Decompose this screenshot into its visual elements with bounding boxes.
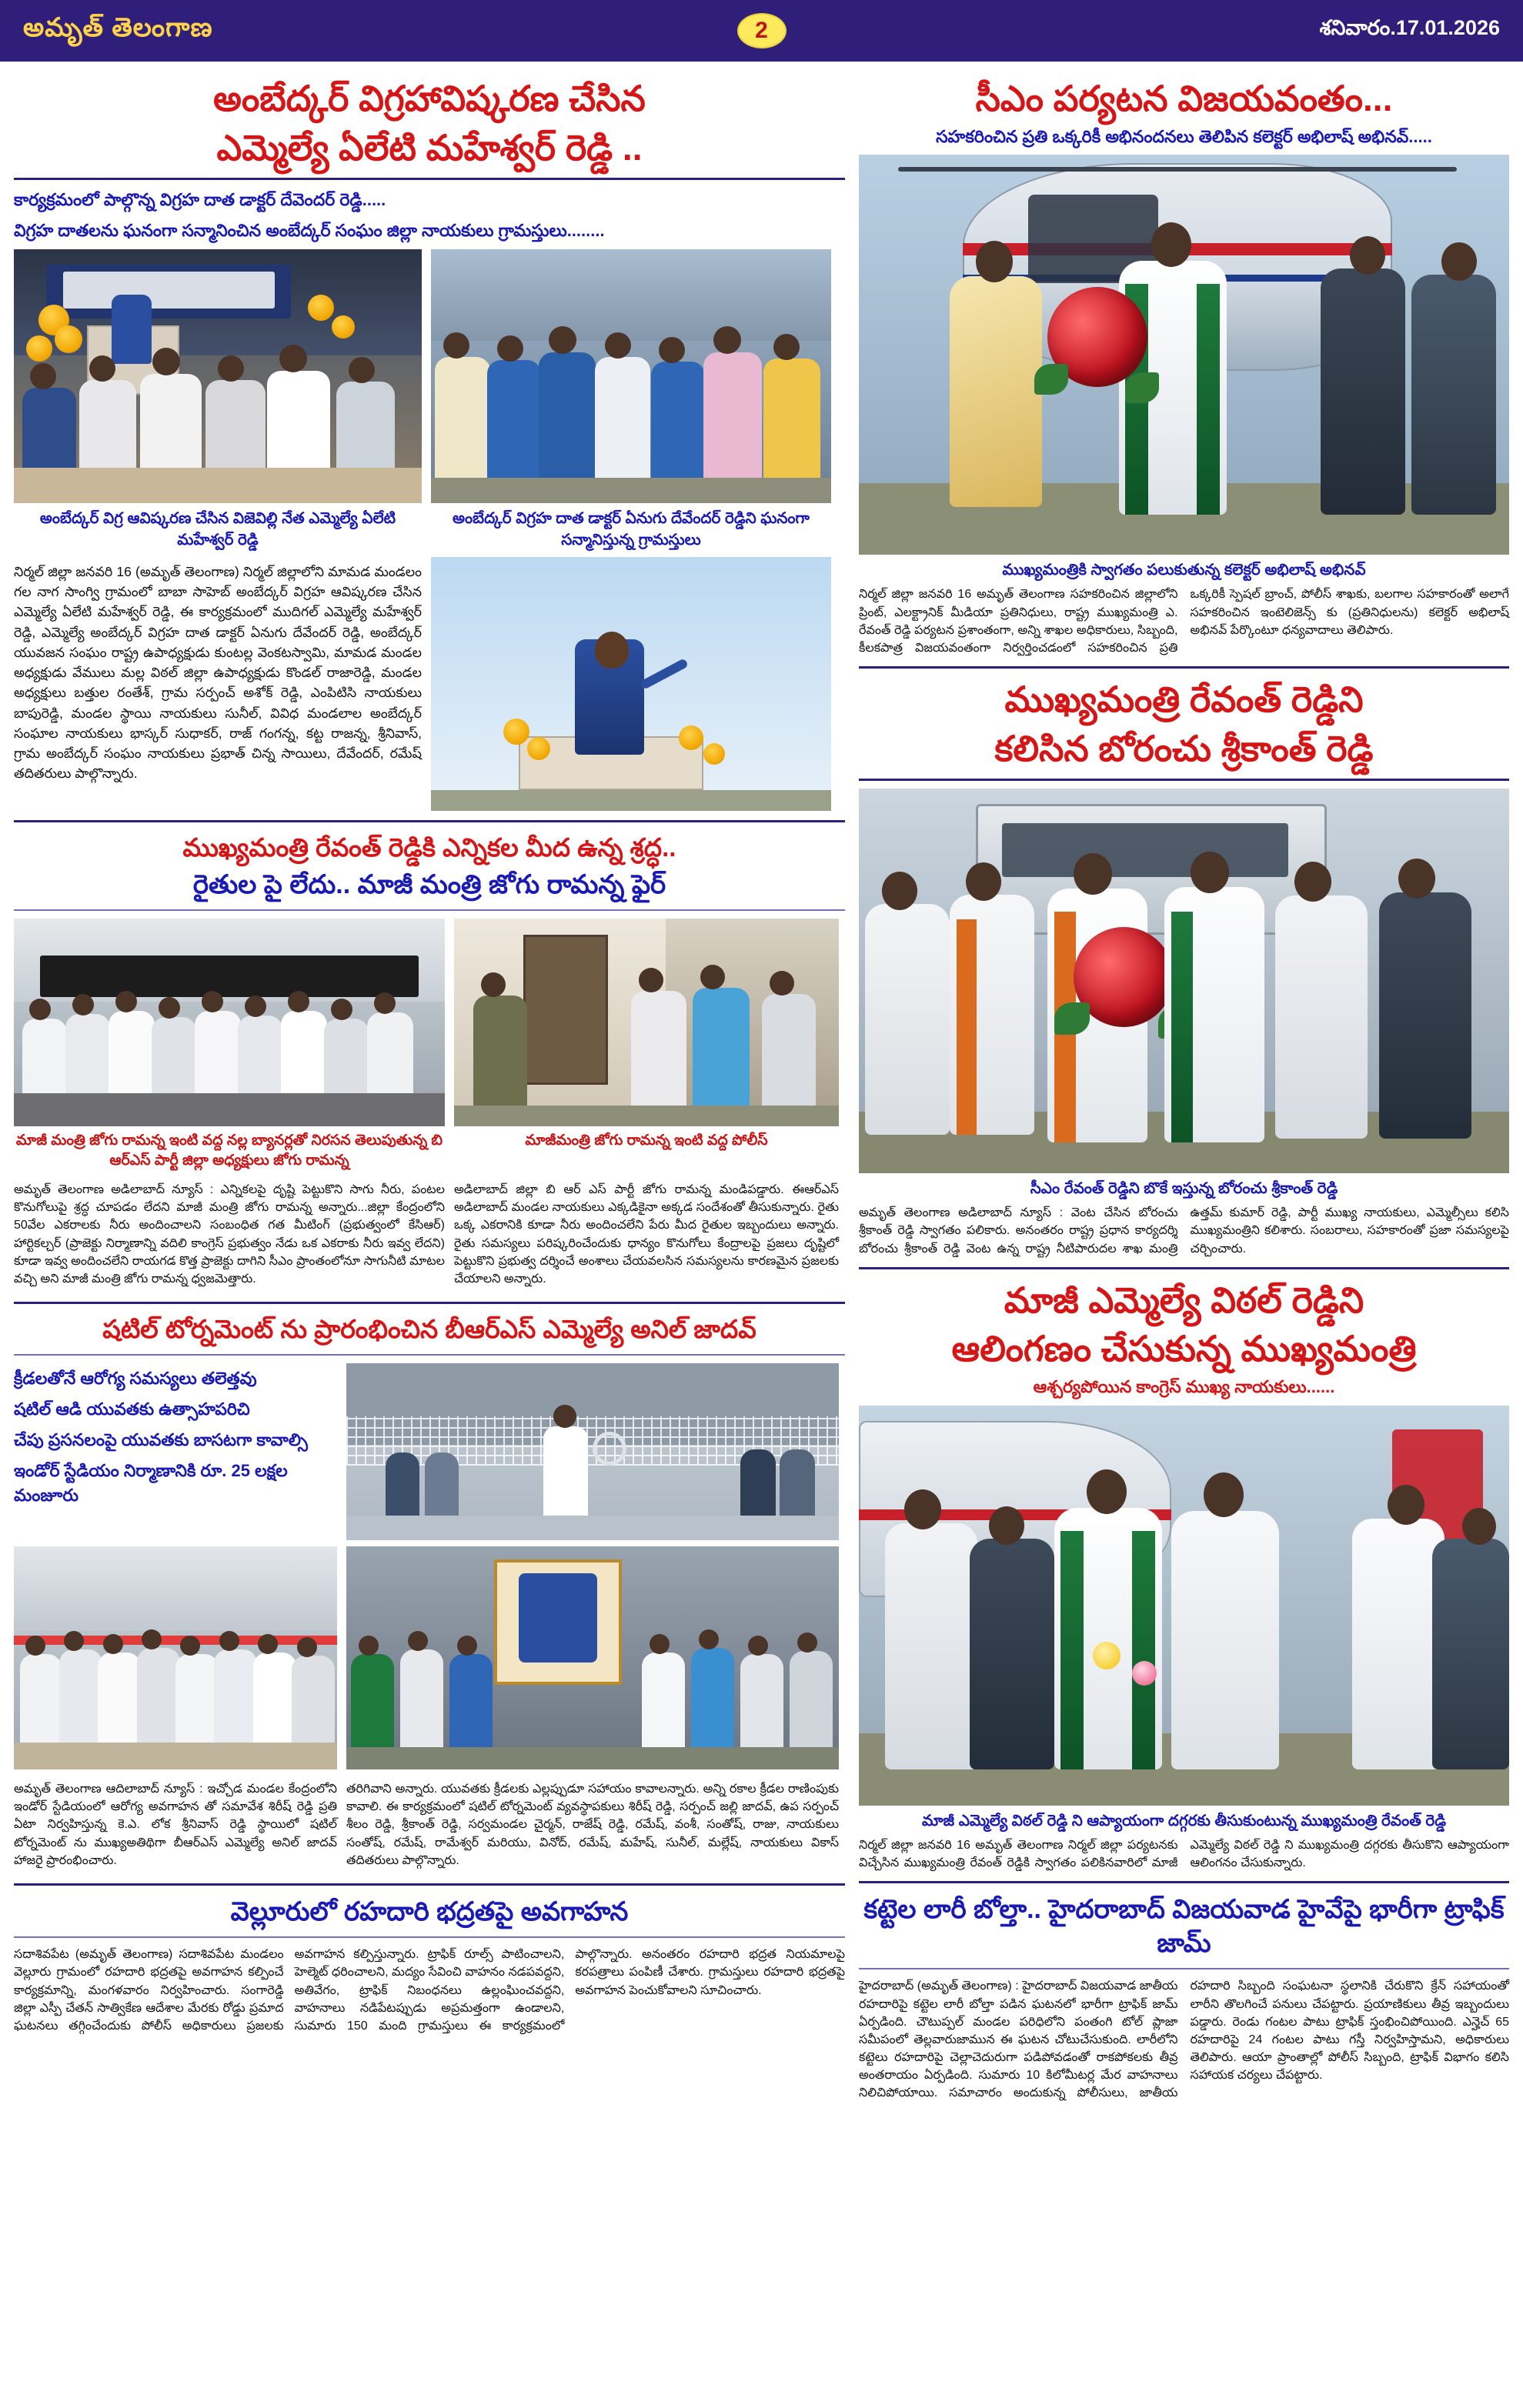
story2-photo-cm-welcome [859,155,1509,555]
story6-caption: మాజీ ఎమ్మెల్యే విఠల్ రెడ్డి ని ఆప్యాయంగా దగ్గరకు తీసుకుంటున్న ముఖ్యమంత్రి రేవంత్ రెడ్డి [921,1812,1447,1829]
story5-sub-3: చేపు ప్రసనలంపై యువతకు బాసటగా కావాల్సి [14,1429,308,1449]
story5-photo-ribbon-cutting [14,1546,337,1769]
page-number-badge: 2 [737,13,787,48]
story5-sub-4: ఇండోర్ స్టేడియం నిర్మాణానికి రూ. 25 లక్షల మంజూరు [14,1460,288,1505]
story2-caption: ముఖ్యమంత్రికి స్వాగతం పలుకుతున్న కలెక్టర్ అభిలాష్ అభినవ్ [1002,562,1366,579]
right-column [859,72,1509,2107]
story4-headline-line2: రైతుల పై లేదు.. మాజీ మంత్రి జోగు రామన్న ఫైర్ [192,869,666,899]
story-jogu-ramanna [14,832,845,1292]
story7-headline: వెల్లూరులో రహదారి భద్రతపై అవగాహన [230,1897,629,1926]
story6-headline-line1: మాజీ ఎమ్మెల్యే విఠల్ రెడ్డిని [1004,1279,1364,1320]
story1-headline-line2: ఎమ్మెల్యే ఏలేటి మహేశ్వర్ రెడ్డి .. [216,127,643,168]
story6-headline-line2: ఆలింగణం చేసుకున్న ముఖ్యమంత్రి [951,1329,1417,1369]
story3-body: అమృత్ తెలంగాణ అడిలాబాద్ న్యూస్ : వెంట చేసిన బోరంచు శ్రీకాంత్ రెడ్డి స్వాగతం పలికారు. అనంతరం రాష్ట్ర ప్రధాన కార్యదర్శి బోరంచు శ్రీకాంత్ రెడ్డి వెంట ఉన్న రాష్ట్ర నీటిపారుదల శాఖ మంత్రి ఉత్తమ్ కుమార్ రెడ్డి, పార్టీ ముఖ్య నాయకులు, ఎమ్మెల్సీలు కలిసి ముఖ్యమంత్రిని కలిశారు. సంబరాలు, సహకారంతో ప్రజా సమస్యలపై చర్చించారు. [859,1206,1509,1256]
story4-photo-protest [14,919,445,1126]
story5-photo-badminton [346,1363,839,1540]
story1-photo-felicitation [431,249,831,503]
story5-sub-1: క్రీడలతోనే ఆరోగ్య సమస్యలు తలెత్తవు [14,1369,257,1389]
story4-body-col2: అడిలాబాద్ జిల్లా బి ఆర్ ఎస్ పార్టీ జోగు రామన్న మండిపడ్డారు. ఈఆర్ఎస్ అడిలాబాద్ మండల నాయకులు ఎక్కడికైనా అక్కడ సందేశంతో తీసుకున్నారు. రైతు ఒక్క ఎకరానికి కూడా నీరు అందించలేని పేరు మీద రైతుల ఇబ్బందులు అన్నారు. రైతు సమస్యలు పరిష్కరించేందుకు ధాన్యం కొనుగోలు కేంద్రాలపై ప్రజలు దృష్టిలో పెట్టుకొని ప్రభుత్వ దర్శించే అంశాలు చేయవలసిన సమస్యలను కారణమైన ప్రజలకు చేయాలని అన్నారు. [454,1183,839,1286]
page-body [0,62,1523,2107]
masthead [0,0,1523,62]
story6-photo-hug [859,1406,1509,1806]
story7-body: సదాశివపేట (అమృత్ తెలంగాణ) సదాశివపేట మండలం వెల్లూరు గ్రామంలో రహదారి భద్రతపై అవగాహన కల్పించే కార్యక్రమాన్ని, మంగళవారం నిర్వహించారు. సంగారెడ్డి జిల్లా ఎస్పీ చేతన్ సాత్వికేణ ఆదేశాల మేరకు రోడ్డు ప్రమాద ఘటనలు తగ్గించేందుకు పోలీస్ అధికారులు ప్రజలకు అవగాహన కల్పిస్తున్నారు. ట్రాఫిక్ రూల్స్ పాటించాలని, హెల్మెట్ ధరించాలని, మద్యం సేవించి వాహనం నడపవద్దని, అతివేగం, ట్రాఫిక్ నిబంధనలు ఉల్లంఘించవద్దని, వాహనాలు నడిపేటప్పుడు అప్రమత్తంగా ఉండాలని, సుమారు 150 మంది గ్రామస్తులు ఈ కార్యక్రమంలో పాల్గొన్నారు. అనంతరం రహదారి భద్రత నియమాలపై కరపత్రాలు పంపిణీ చేశారు. గ్రామస్తులు రహదారి భద్రతపై అవగాహన పెంచుకోవాలని సూచించారు. [14,1948,845,2033]
story1-caption-1: అంబేద్కర్ విగ్ర ఆవిష్కరణ చేసిన విజెవిల్లి నేత ఎమ్మెల్యే ఏలేటి మహేశ్వర్ రెడ్డి [39,509,396,549]
story5-body-col2: తరిగివాని అన్నారు. యువతకు క్రీడలకు ఎల్లప్పుడూ సహాయం కావాలన్నారు. అన్ని రకాల క్రీడల రాణింపుకు కావాలి. ఈ కార్యక్రమంలో షటిల్ టోర్నమెంట్ వ్యవస్థాపకులు శిరీష్ రెడ్డి, సర్పంచ్ జల్లి జాదవ్, ఉప సర్పంచ్ శీలం రెడ్డి, శ్రీకాంత్ రెడ్డి, సర్వమండల చైర్మన్, రాజేష్ రెడ్డి, రమేష్, వంశీ, సంతోష్, రాజు, నాయకులు సంతోష్, రమేష్, రామేశ్వర్ మరియు, వినోద్, రమేష్, మహేష్, సునీల్, మల్లేష్, నాయకులు వికాస్ తదితరులు పాల్గొన్నారు. [346,1783,839,1867]
story4-body-col1: అమృత్ తెలంగాణ అడిలాబాద్ న్యూస్ : ఎన్నికలపై దృష్టి పెట్టుకొని సాగు నీరు, పంటల కొనుగోలుపై శ్రద్ధ చూపడం లేదని మాజీ మంత్రి జోగు రామన్న అన్నారు...జిల్లా కేంద్రంలోని 50వేల ఎకరాలకు నీరు అందించాలని సంబంధిత గత మీటింగ్ (ప్రభుత్వంలో కేసిఆర్) హార్టికల్చర్ (ప్రాజెక్టు నిర్మాణాన్ని వదిలి కాంగ్రెస్ ప్రభుత్వం నేడు ఒక ఎకరాకు నీరు ఇవ్వ లేదని) కూడా ఇవ్వ అందించలేని రాయగడ కొత్త ప్రాజెక్టు దాగిని సీఎం ప్రాంతంలోనూ సాగునీటి మాటల వచ్చి అని మాజీ మంత్రి జోగు రామన్న ధ్వజమెత్తారు. [14,1183,445,1286]
story4-caption-1: మాజీ మంత్రి జోగు రామన్న ఇంటి వద్ద నల్ల బ్యానర్లతో నిరసన తెలుపుతున్న బి ఆర్ఎస్ పార్టీ జిల్లా అధ్యక్షులు జోగు రామన్న [15,1132,443,1169]
story5-headline: షటిల్ టోర్నమెంట్ ను ప్రారంభించిన బీఆర్ఎస్ ఎమ్మెల్యే అనిల్ జాదవ్ [102,1315,756,1344]
left-column [14,72,845,2107]
story6-body: నిర్మల్ జిల్లా జనవరి 16 అమృత్ తెలంగాణ నిర్మల్ జిల్లా పర్యటనకు విచ్చేసిన ముఖ్యమంత్రి రేవంత్ రెడ్డికి స్వాగతం పలికినవారిలో మాజీ ఎమ్మెల్యే విఠల్ రెడ్డి ని ముఖ్యమంత్రి దగ్గరకు తీసుకొని ఆప్యాయంగా ఆలింగనం చేసుకున్నారు. [859,1838,1509,1869]
story-srikanth-reddy-meets-cm [859,678,1509,1258]
story2-subhead: సహకరించిన ప్రతి ఒక్కరికీ అభినందనలు తెలిపిన కలెక్టర్ అభిలాష్ అభినవ్..... [936,126,1432,146]
story8-headline: కట్టెల లారీ బోల్తా.. హైదరాబాద్ విజయవాడ హైవేపై భారీగా ట్రాఫిక్ జామ్ [863,1894,1505,1959]
story1-body: నిర్మల్ జిల్లా జనవరి 16 (అమృత్ తెలంగాణ) నిర్మల్ జిల్లాలోని మామడ మండలం గల నాగ సాంగ్వి గ్రామంలో బాబా సాహెబ్ అంబేద్కర్ విగ్రహ ఆవిష్కరణ చేసిన ఎమ్మెల్యే ఏలేటి మహేశ్వర్ రెడ్డి, ఈ కార్యక్రమంలో ముదిగల్ ఎమ్మెల్యే మహేశ్వర్ రెడ్డి, ఎమ్మెల్యే అంబేద్కర్ విగ్రహ దాత డాక్టర్ ఏనుగు దేవేందర్ రెడ్డి, అంబేద్కర్ యువజన సంఘం రాష్ట్ర ఉపాధ్యక్షుడు కుంటల్ల వెంకటస్వామి, మామడ మండల అధ్యక్షుడు వేములు మల్ల విఠల్ జిల్లా ఉపాధ్యక్షుడు కొండల్ రాజారెడ్డి, మండల అధ్యక్షులు బత్తుల రంతేశ్, గ్రామ సర్పంచ్ అశోక్ రెడ్డి, ఎంపిటిసి నాయకులు బాపురెడ్డి, మండల స్థాయి నాయకులు సునీల్, వివిధ మండలాల అంబేద్కర్ సంఘాల నాయకులు భాస్కర్ సుధాకర్, రాజ్ గంగన్న, కట్ట రాజన్న, శ్రీనివాస్, గ్రామ అంబేద్కర్ సంఘం నాయకులు ప్రభాత్ చిన్న సాయిలు, దేవేందర్, రమేష్ తదితరులు పాల్గొన్నారు. [14,563,422,782]
story1-headline-line1: అంబేద్కర్ విగ్రహావిష్కరణ చేసిన [213,78,646,118]
story1-photo-statue-closeup [431,557,831,811]
story1-subhead-2: విగ్రహ దాతలను ఘనంగా సన్మానించిన అంబేద్కర్ సంఘం జిల్లా నాయకులు గ్రామస్తులు........ [14,220,605,240]
story3-photo-bouquet [859,789,1509,1173]
masthead-date: శనివారం.17.01.2026 [1319,16,1500,39]
story-cm-tour-success [859,77,1509,657]
story6-subhead: ఆశ్చర్యపోయిన కాంగ్రెస్ ముఖ్య నాయకులు...... [1033,1376,1335,1396]
story8-body: హైదరాబాద్ (అమృత్ తెలంగాణ) : హైదరాబాద్ విజయవాడ జాతీయ రహదారిపై కట్టెల లారీ బోల్తా పడిన ఘటనలో భారీగా ట్రాఫిక్ జామ్ ఏర్పడింది. చౌటుప్పల్ మండల పరిధిలోని పంతంగి టోల్ ప్లాజా సమీపంలో తెల్లవారుజామున ఈ ఘటన చోటుచేసుకుంది. లారీలోని కట్టెలు రహదారిపై చెల్లాచెదురుగా పడిపోవడంతో రాకపోకలకు తీవ్ర అంతరాయం ఏర్పడింది. సుమారు 10 కిలోమీటర్ల మేర వాహనాలు నిలిచిపోయాయి. సమాచారం అందుకున్న పోలీసులు, జాతీయ రహదారి సిబ్బంది సంఘటనా స్థలానికి చేరుకొని క్రేన్ సహాయంతో లారీని తొలగించే పనులు చేపట్టారు. ప్రయాణికులు తీవ్ర ఇబ్బందులు పడ్డారు. రెండు గంటల పాటు ట్రాఫిక్ స్తంభించిపోయింది. ఎన్హెచ్ 65 రహదారిపై 24 గంటల పాటు గస్తీ నిర్వహిస్తామని, అధికారులు తెలిపారు. ఆయా ప్రాంతాల్లో పోలీస్ సిబ్బంది, ట్రాఫిక్ విభాగం కలిసి సహాయక చర్యలు చేపట్టారు. [859,1979,1509,2100]
story3-caption: సీఎం రేవంత్ రెడ్డిని బొకే ఇస్తున్న బోరంచు శ్రీకాంత్ రెడ్డి [1030,1180,1338,1198]
story-shuttle-tournament [14,1313,845,1874]
story2-headline: సీఎం పర్యటన విజయవంతం... [975,78,1393,118]
story3-headline-line2: కలిసిన బోరంచు శ్రీకాంత్ రెడ్డి [994,728,1374,769]
story3-headline-line1: ముఖ్యమంత్రి రేవంత్ రెడ్డిని [1004,679,1364,720]
story4-caption-2: మాజీమంత్రి జోగు రామన్న ఇంటి వద్ద పోలీస్ [525,1132,768,1149]
story2-body: నిర్మల్ జిల్లా జనవరి 16 అమృత్ తెలంగాణ సహకరించిన జిల్లాలోని ప్రింట్, ఎలక్ట్రానిక్ మీడియా ప్రతినిధులు, రాష్ట్ర ముఖ్యమంత్రి ఎ. రేవంత్ రెడ్డి పర్యటన ప్రశాంతంగా, అన్ని శాఖల అధికారులు, సిబ్బంది, కీలకపాత్ర విజయవంతంగా నిర్వర్తించడంలో సహకరించిన ప్రతి ఒక్కరికీ స్పెషల్ బ్రాంచ్, పోలీస్ శాఖకు, బలగాల సహకారంతో అలాగే సహకరించిన ఇంటెలిజెన్స్ కు (ప్రతినిధులను) కలెక్టర్ అభిలాష్ అభినవ్ పేర్కొంటూ ధన్యవాదాలు తెలిపారు. [859,588,1509,655]
story5-body-col1: అమృత్ తెలంగాణ ఆదిలాబాద్ న్యూస్ : ఇచ్చోడ మండల కేంద్రంలోని ఇండోర్ స్టేడియంలో ఆరోగ్య అవగాహన తో సమావేశ శిరీష్ రెడ్డి ప్రతి ఏటా నిర్వహిస్తున్న కె.ఎ. లోక శ్రీనివాస్ రెడ్డి స్థాయిలో షటిల్ టోర్నమెంట్ ను ముఖ్యఅతిథిగా బీఆర్ఎస్ ఎమ్మెల్యే అనిల్ జాదవ్ హాజరై ప్రారంభించారు. [14,1783,337,1867]
masthead-brand: అమృత్ తెలంగాణ [23,12,213,42]
story4-headline-line1: ముఖ్యమంత్రి రేవంత్ రెడ్డికి ఎన్నికల మీద ఉన్న శ్రద్ధ.. [182,832,676,862]
story4-photo-police [454,919,839,1126]
story1-caption-2: అంబేద్కర్ విగ్రహ దాత డాక్టర్ ఏనుగు దేవేందర్ రెడ్డిని ఘనంగా సన్మానిస్తున్న గ్రామస్తులు [453,509,810,549]
story-lorry-traffic-jam [859,1893,1509,2103]
story5-sub-2: షటిల్ ఆడి యువతకు ఉత్సాహపరిచి [14,1399,250,1419]
story1-photo-unveiling [14,249,422,503]
story-vittal-reddy-hug [859,1279,1509,1872]
story-ambedkar-statue [14,77,845,811]
story1-subhead-1: కార్యక్రమంలో పాల్గొన్న విగ్రహ దాత డాక్టర్ దేవెందర్ రెడ్డి..... [14,190,386,209]
story5-photo-group [346,1546,839,1769]
story-road-safety [14,1895,845,2035]
